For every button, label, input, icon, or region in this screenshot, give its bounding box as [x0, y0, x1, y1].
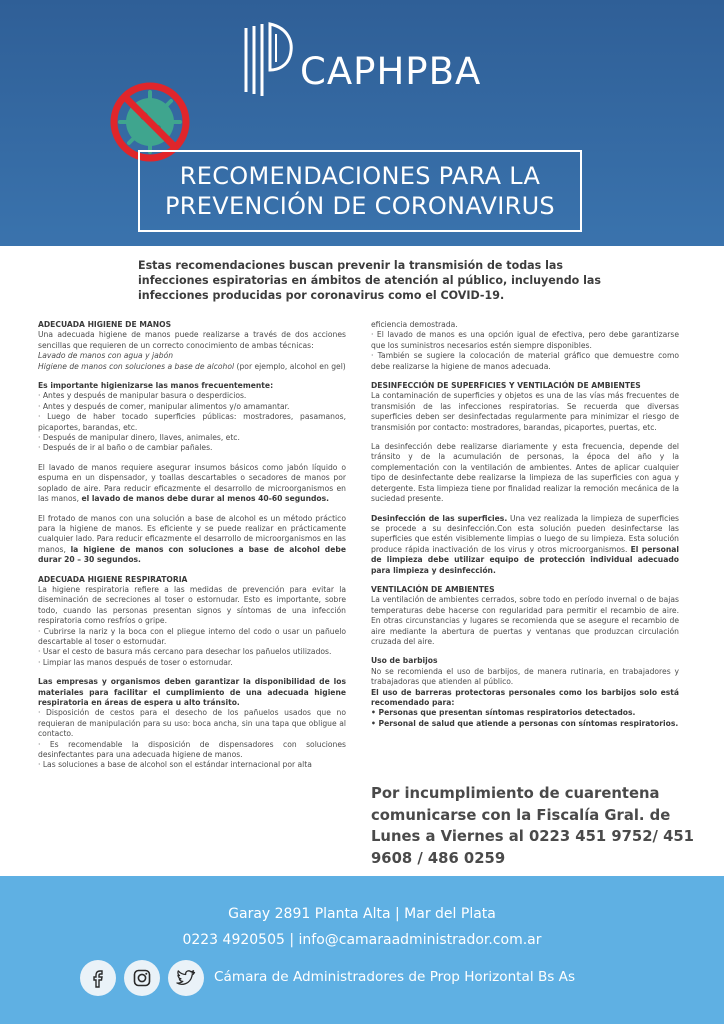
surface-disinfection-lead: Desinfección de las superficies. — [371, 513, 508, 523]
list-item: · Después de ir al baño o de cambiar pañales. — [38, 443, 213, 453]
logo-text: CAPHPBA — [300, 50, 482, 93]
handwash-text — [38, 463, 346, 505]
list-item: • Personas que presentan síntomas respiratorios detectados. — [371, 708, 636, 718]
twitter-icon[interactable] — [168, 960, 204, 996]
technique-1: Lavado de manos con agua y jabón — [38, 351, 174, 361]
left-column — [38, 320, 346, 771]
intro-line: infecciones espiratorias en ámbitos de atención al público, incluyendo las — [138, 274, 602, 287]
handwash-duration: el lavado de manos debe durar al menos 40-60 segundos. — [81, 494, 330, 504]
alcohol-text — [38, 514, 346, 566]
list-item: · El lavado de manos es una opción igual de efectiva, pero debe garantizarse que los suministros necesarios estén siempre disponibles. — [371, 330, 679, 350]
heading-masks: Uso de barbijos — [371, 656, 438, 666]
list-item: · Es recomendable la disposición de dispensadores con soluciones desinfectantes para una adecuada higiene de manos. — [38, 739, 346, 760]
intro-line: Estas recomendaciones buscan prevenir la transmisión de todas las — [138, 259, 564, 272]
title-line-1: RECOMENDACIONES PARA LA — [179, 162, 541, 190]
masks-text: No se recomienda el uso de barbijos, de manera rutinaria, en trabajadores y trabajadoras que atienden al público. — [371, 666, 679, 687]
heading-hand-hygiene: ADECUADA HIGIENE DE MANOS — [38, 320, 172, 329]
cta-line: Lunes a Viernes al 0223 451 9752/ 451 — [371, 828, 694, 845]
list-item: · Usar el cesto de basura más cercano para desechar los pañuelos utilizados. — [38, 647, 332, 657]
disinfection-text-2: La desinfección debe realizarse diariamente y esta frecuencia, depende del tránsito y de la acumulación de personas, la época del año y la complementación con la ventilación de ambientes. Antes de aplicar cualquier tipo de desinfectante debe realizarse la limpieza de las superficies con agua y detergente. Esta limpieza tiene por finalidad realizar la remoción mecánica de la suciedad presente. — [371, 442, 679, 504]
surface-disinfection-body: Una vez realizada la limpieza de superficies se procede a su desinfección.Con esta solución pueden desinfectarse las superficies que estén visiblemente limpias o luego de su limpieza. Esta solución produce rápida inactivación de los virus y otros microorganismos. — [371, 513, 679, 554]
companies-text: Las empresas y organismos deben garantizar la disponibilidad de los materiales para facilitar el cumplimiento de una adecuada higiene respiratoria en áreas de espera u alto tránsito. — [38, 677, 346, 707]
list-item: · Después de manipular dinero, llaves, animales, etc. — [38, 433, 240, 443]
list-item: · Cubrirse la nariz y la boca con el pliegue interno del codo o usar un pañuelo descartable al toser o estornudar. — [38, 626, 346, 646]
organization-name: Cámara de Administradores de Prop Horizontal Bs As — [214, 969, 576, 985]
caphpba-logo — [240, 22, 490, 102]
technique-2-tail: (por ejemplo, alcohol en gel) — [234, 361, 346, 371]
title-box — [138, 150, 582, 232]
technique-2-label: Higiene de manos con soluciones a base de alcohol — [38, 361, 235, 371]
alcohol-duration: la higiene de manos con soluciones a base de alcohol debe durar 20 – 30 segundos. — [38, 544, 346, 565]
disinfection-text-1: La contaminación de superficies y objetos es una de las vías más frecuentes de transmisión de las infecciones respiratorias. Se recuerda que diversas superficies deben ser desinfectadas regularmente para minimizar el riesgo de transmisión por contacto: mostradores, barandas, picaportes, puertas, etc. — [371, 391, 679, 432]
respiratory-text: La higiene respiratoria refiere a las medidas de prevención para evitar la diseminación de secreciones al toser o estornudar. Esto es importante, sobre todo, cuando las personas presentan signos y síntomas de una infección respiratoria como resfríos o gripe. — [38, 584, 346, 626]
alcohol-text-body: El frotado de manos con una solución a base de alcohol es un método práctico para la higiene de manos. Es eficiente y se puede realizar en prácticamente cualquier lado. Para reducir eficazmente el desarrollo de microorganismos en las manos, — [38, 513, 346, 554]
cleaning-staff-ppe: El personal de limpieza debe utilizar equipo de protección individual adecuado para limpieza y desinfección. — [371, 544, 680, 575]
title-line-2: PREVENCIÓN DE CORONAVIRUS — [165, 192, 555, 220]
heading-ventilation: VENTILACIÓN DE AMBIENTES — [371, 584, 495, 594]
list-item: · Antes y después de comer, manipular alimentos y/o amamantar. — [38, 401, 290, 411]
footer-address: Garay 2891 Planta Alta | Mar del Plata — [228, 906, 496, 922]
handwash-text-body: El lavado de manos requiere asegurar insumos básicos como jabón líquido o espuma en un dispensador, y toallas descartables o secadores de manos por soplado de aire. Para reducir eficazmente el desarrollo de microorganismos en las manos, — [38, 462, 346, 504]
list-item: · Disposición de cestos para el desecho de los pañuelos usados que no requieran de manipulación para su uso: boca ancha, sin una tapa que obligue al contacto. — [38, 708, 346, 739]
cta-line: comunicarse con la Fiscalía Gral. de — [371, 806, 671, 824]
footer — [0, 876, 724, 1024]
right-column — [371, 320, 679, 729]
list-item: · Antes y después de manipular basura o desperdicios. — [38, 391, 247, 401]
surface-disinfection-text — [371, 514, 679, 576]
hand-hygiene-text: Una adecuada higiene de manos puede realizarse a través de dos acciones sencillas que requieren de un correcto conocimiento de ambas técnicas: — [38, 330, 346, 350]
cta-line: 9608 / 486 0259 — [371, 849, 506, 867]
footer-contact[interactable]: 0223 4920505 | info@camaraadministrador.com.ar — [182, 932, 542, 948]
technique-2 — [38, 362, 346, 372]
list-item: • Personal de salud que atiende a personas con síntomas respiratorios. — [371, 718, 679, 728]
facebook-icon[interactable] — [80, 960, 116, 996]
list-item: · Luego de haber tocado superficies públicas: mostradores, pasamanos, picaportes, barandas, etc. — [38, 412, 346, 432]
ventilation-text: La ventilación de ambientes cerrados, sobre todo en período invernal o de bajas temperaturas debe hacerse con regularidad para permitir el recambio de aire. En otras circunstancias y lugares se recomienda que se asegure el recambio de aire mediante la abertura de puertas y ventanas que produzcan circulación cruzada del aire. — [371, 595, 679, 646]
list-item: · Las soluciones a base de alcohol son el estándar internacional por alta — [38, 760, 312, 770]
building-logo-icon — [240, 22, 296, 98]
continuation-text: eficiencia demostrada. — [371, 320, 458, 329]
heading-disinfection: DESINFECCIÓN DE SUPERFICIES Y VENTILACIÓN DE AMBIENTES — [371, 381, 641, 391]
instagram-icon[interactable] — [124, 960, 160, 996]
heading-important: Es importante higienizarse las manos frecuentemente: — [38, 381, 274, 391]
list-item: · Limpiar las manos después de toser o estornudar. — [38, 657, 233, 667]
list-item: · También se sugiere la colocación de material gráfico que demuestre como debe realizarse la higiene de manos adecuada. — [371, 351, 679, 371]
social-row — [80, 960, 700, 1000]
header-banner — [0, 0, 724, 246]
cta-line: Por incumplimiento de cuarentena — [371, 785, 660, 802]
heading-respiratory: ADECUADA HIGIENE RESPIRATORIA — [38, 574, 188, 584]
masks-recommendation: El uso de barreras protectoras personales como los barbijos solo está recomendado para: — [371, 687, 679, 707]
intro-line: infecciones producidas por coronavirus como el COVID-19. — [138, 289, 505, 302]
quarantine-report-notice — [371, 783, 694, 869]
intro-paragraph — [138, 258, 602, 303]
